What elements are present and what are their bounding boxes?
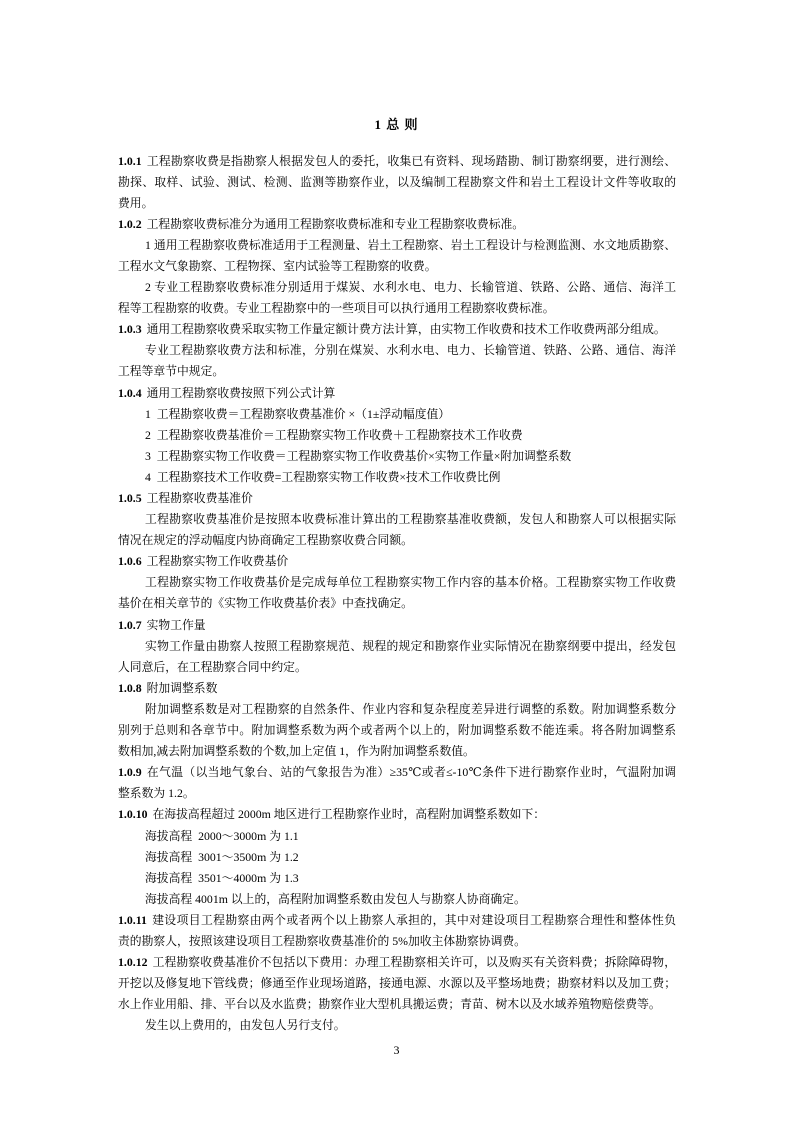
clause-line [118,952,676,973]
clause-line [118,615,676,636]
clause-line: 工程等章节中规定。 [118,364,225,379]
formula-item: 4 工程勘察技术工作收费=工程勘察实物工作收费×技术工作收费比例 [145,469,501,484]
clause-1-0-11 [118,910,676,952]
clause-1-0-7 [118,615,676,678]
clause-text: 在海拔高程超过 2000m 地区进行工程勘察作业时，高程附加调整系数如下： [152,807,546,822]
clause-number: 1.0.2 [118,216,142,231]
clause-number: 1.0.3 [118,322,142,337]
clause-1-0-3 [118,319,676,382]
clause-heading: 工程勘察实物工作收费基价 [146,554,289,569]
formula-item: 1 工程勘察收费＝工程勘察收费基准价 ×（1±浮动幅度值） [145,406,451,421]
clause-line: 责的勘察人，按照该建设项目工程勘察收费基准价的 5%加收主体勘察协调费。 [118,933,526,948]
clause-number: 1.0.12 [118,955,148,970]
clause-line: 工程勘察收费基准价是按照本收费标准计算出的工程勘察基准收费额，发包人和勘察人可以根据实际 [145,512,676,527]
formula-item: 3 工程勘察实物工作收费＝工程勘察实物工作收费基价×实物工作量×附加调整系数 [145,448,572,463]
clause-1-0-12 [118,952,676,1036]
page-number: 3 [393,1043,400,1057]
clause-line: 整系数为 1.2。 [118,786,195,801]
clause-line [118,910,676,931]
clause-number: 1.0.9 [118,765,142,780]
altitude-item: 海拔高程 4001m 以上的，高程附加调整系数由发包人与勘察人协商确定。 [145,891,526,906]
clause-line: 工程水文气象勘察、工程物探、室内试验等工程勘察的收费。 [118,258,437,273]
clause-text: 工程勘察收费基准价不包括以下费用：办理工程勘察相关许可，以及购买有关资料费；拆除障碍物， [152,955,676,970]
clause-number: 1.0.10 [118,807,148,822]
clause-number: 1.0.5 [118,491,142,505]
clause-line [118,383,676,404]
clause-heading: 附加调整系数 [146,680,218,695]
clause-line: 别列于总则和各章节中。附加调整系数为两个或者两个以上的，附加调整系数不能连乘。将各附加调整系 [118,723,676,738]
clause-number: 1.0.8 [118,680,142,695]
clause-line: 费用。 [118,195,154,210]
clause-number: 1.0.6 [118,554,142,569]
altitude-item: 海拔高程 3001～3500m 为 1.2 [145,849,299,864]
clause-line: 1 通用工程勘察收费标准适用于工程测量、岩土工程勘察、岩土工程设计与检测监测、水文地质勘察、 [145,237,676,252]
clause-line: 附加调整系数是对工程勘察的自然条件、作业内容和复杂程度差异进行调整的系数。附加调整系数分 [145,701,676,716]
altitude-item: 海拔高程 3501～4000m 为 1.3 [145,870,299,885]
clause-line: 数相加,减去附加调整系数的个数,加上定值 1，作为附加调整系数值。 [118,744,475,759]
clause-line: 水上作业用船、排、平台以及水监费；勘察作业大型机具搬运费；青苗、树木以及水域养殖物赔偿费等。 [118,997,661,1012]
clause-text: 通用工程勘察收费采取实物工作量定额计费方法计算，由实物工作收费和技术工作收费两部分组成。 [146,322,666,337]
clause-line: 实物工作量由勘察人按照工程勘察规范、规程的规定和勘察作业实际情况在勘察纲要中提出，经发包 [145,638,676,653]
formula-item: 2 工程勘察收费基准价＝工程勘察实物工作收费＋工程勘察技术工作收费 [145,427,523,442]
clause-line: 勘探、取样、试验、测试、检测、监测等勘察作业，以及编制工程勘察文件和岩土工程设计文件等收取的 [118,174,676,189]
clause-line [118,214,676,235]
clause-1-0-6 [118,551,676,614]
clause-1-0-4 [118,383,676,488]
clause-1-0-10 [118,804,676,909]
clause-text: 工程勘察收费是指勘察人根据发包人的委托，收集已有资料、现场踏勘、制订勘察纲要，进行测绘、 [146,153,676,168]
clause-1-0-1 [118,151,676,214]
clause-line [118,804,676,825]
clause-line: 程等工程勘察的收费。专业工程勘察中的一些项目可以执行通用工程勘察收费标准。 [118,301,555,316]
clause-1-0-9 [118,762,676,804]
clause-line [118,151,676,172]
clause-1-0-5 [118,488,676,551]
altitude-item: 海拔高程 2000～3000m 为 1.1 [145,828,299,843]
document-body [118,151,676,1037]
clause-text: 通用工程勘察收费按照下列公式计算 [146,385,336,400]
clause-heading: 工程勘察收费基准价 [146,491,253,505]
clause-1-0-8 [118,678,676,762]
clause-1-0-2 [118,214,676,319]
chapter-title: 1 总 则 [374,117,419,132]
clause-number: 1.0.7 [118,617,142,632]
clause-text: 建设项目工程勘察由两个或者两个以上勘察人承担的，其中对建设项目工程勘察合理性和整体性负 [151,912,676,927]
clause-line [118,762,676,783]
clause-text: 在气温（以当地气象台、站的气象报告为准）≥35℃或者≤-10℃条件下进行勘察作业时，气温附加调 [146,765,676,780]
clause-line: 基价在相关章节的《实物工作收费基价表》中查找确定。 [118,596,413,611]
clause-line: 工程勘察实物工作收费基价是完成每单位工程勘察实物工作内容的基本价格。工程勘察实物工作收费 [145,575,676,590]
clause-number: 1.0.4 [118,385,142,400]
clause-number: 1.0.11 [118,912,147,927]
clause-heading: 实物工作量 [146,617,206,632]
clause-line [118,551,676,572]
clause-line: 专业工程勘察收费方法和标准，分别在煤炭、水利水电、电力、长输管道、铁路、公路、通信、海洋 [145,343,676,358]
clause-line [118,319,676,340]
clause-line: 开挖以及修复地下管线费；修通至作业现场道路，接通电源、水源以及平整场地费；勘察材料以及加工费； [118,976,676,991]
clause-line [118,488,676,509]
clause-line [118,678,676,699]
clause-text: 工程勘察收费标准分为通用工程勘察收费标准和专业工程勘察收费标准。 [146,216,525,231]
clause-number: 1.0.1 [118,153,142,168]
clause-line: 2 专业工程勘察收费标准分别适用于煤炭、水利水电、电力、长输管道、铁路、公路、通信、海洋工 [145,280,676,295]
clause-line: 人同意后，在工程勘察合同中约定。 [118,659,307,674]
clause-line: 发生以上费用的，由发包人另行支付。 [145,1018,346,1033]
clause-line: 情况在规定的浮动幅度内协商确定工程勘察收费合同额。 [118,533,413,548]
